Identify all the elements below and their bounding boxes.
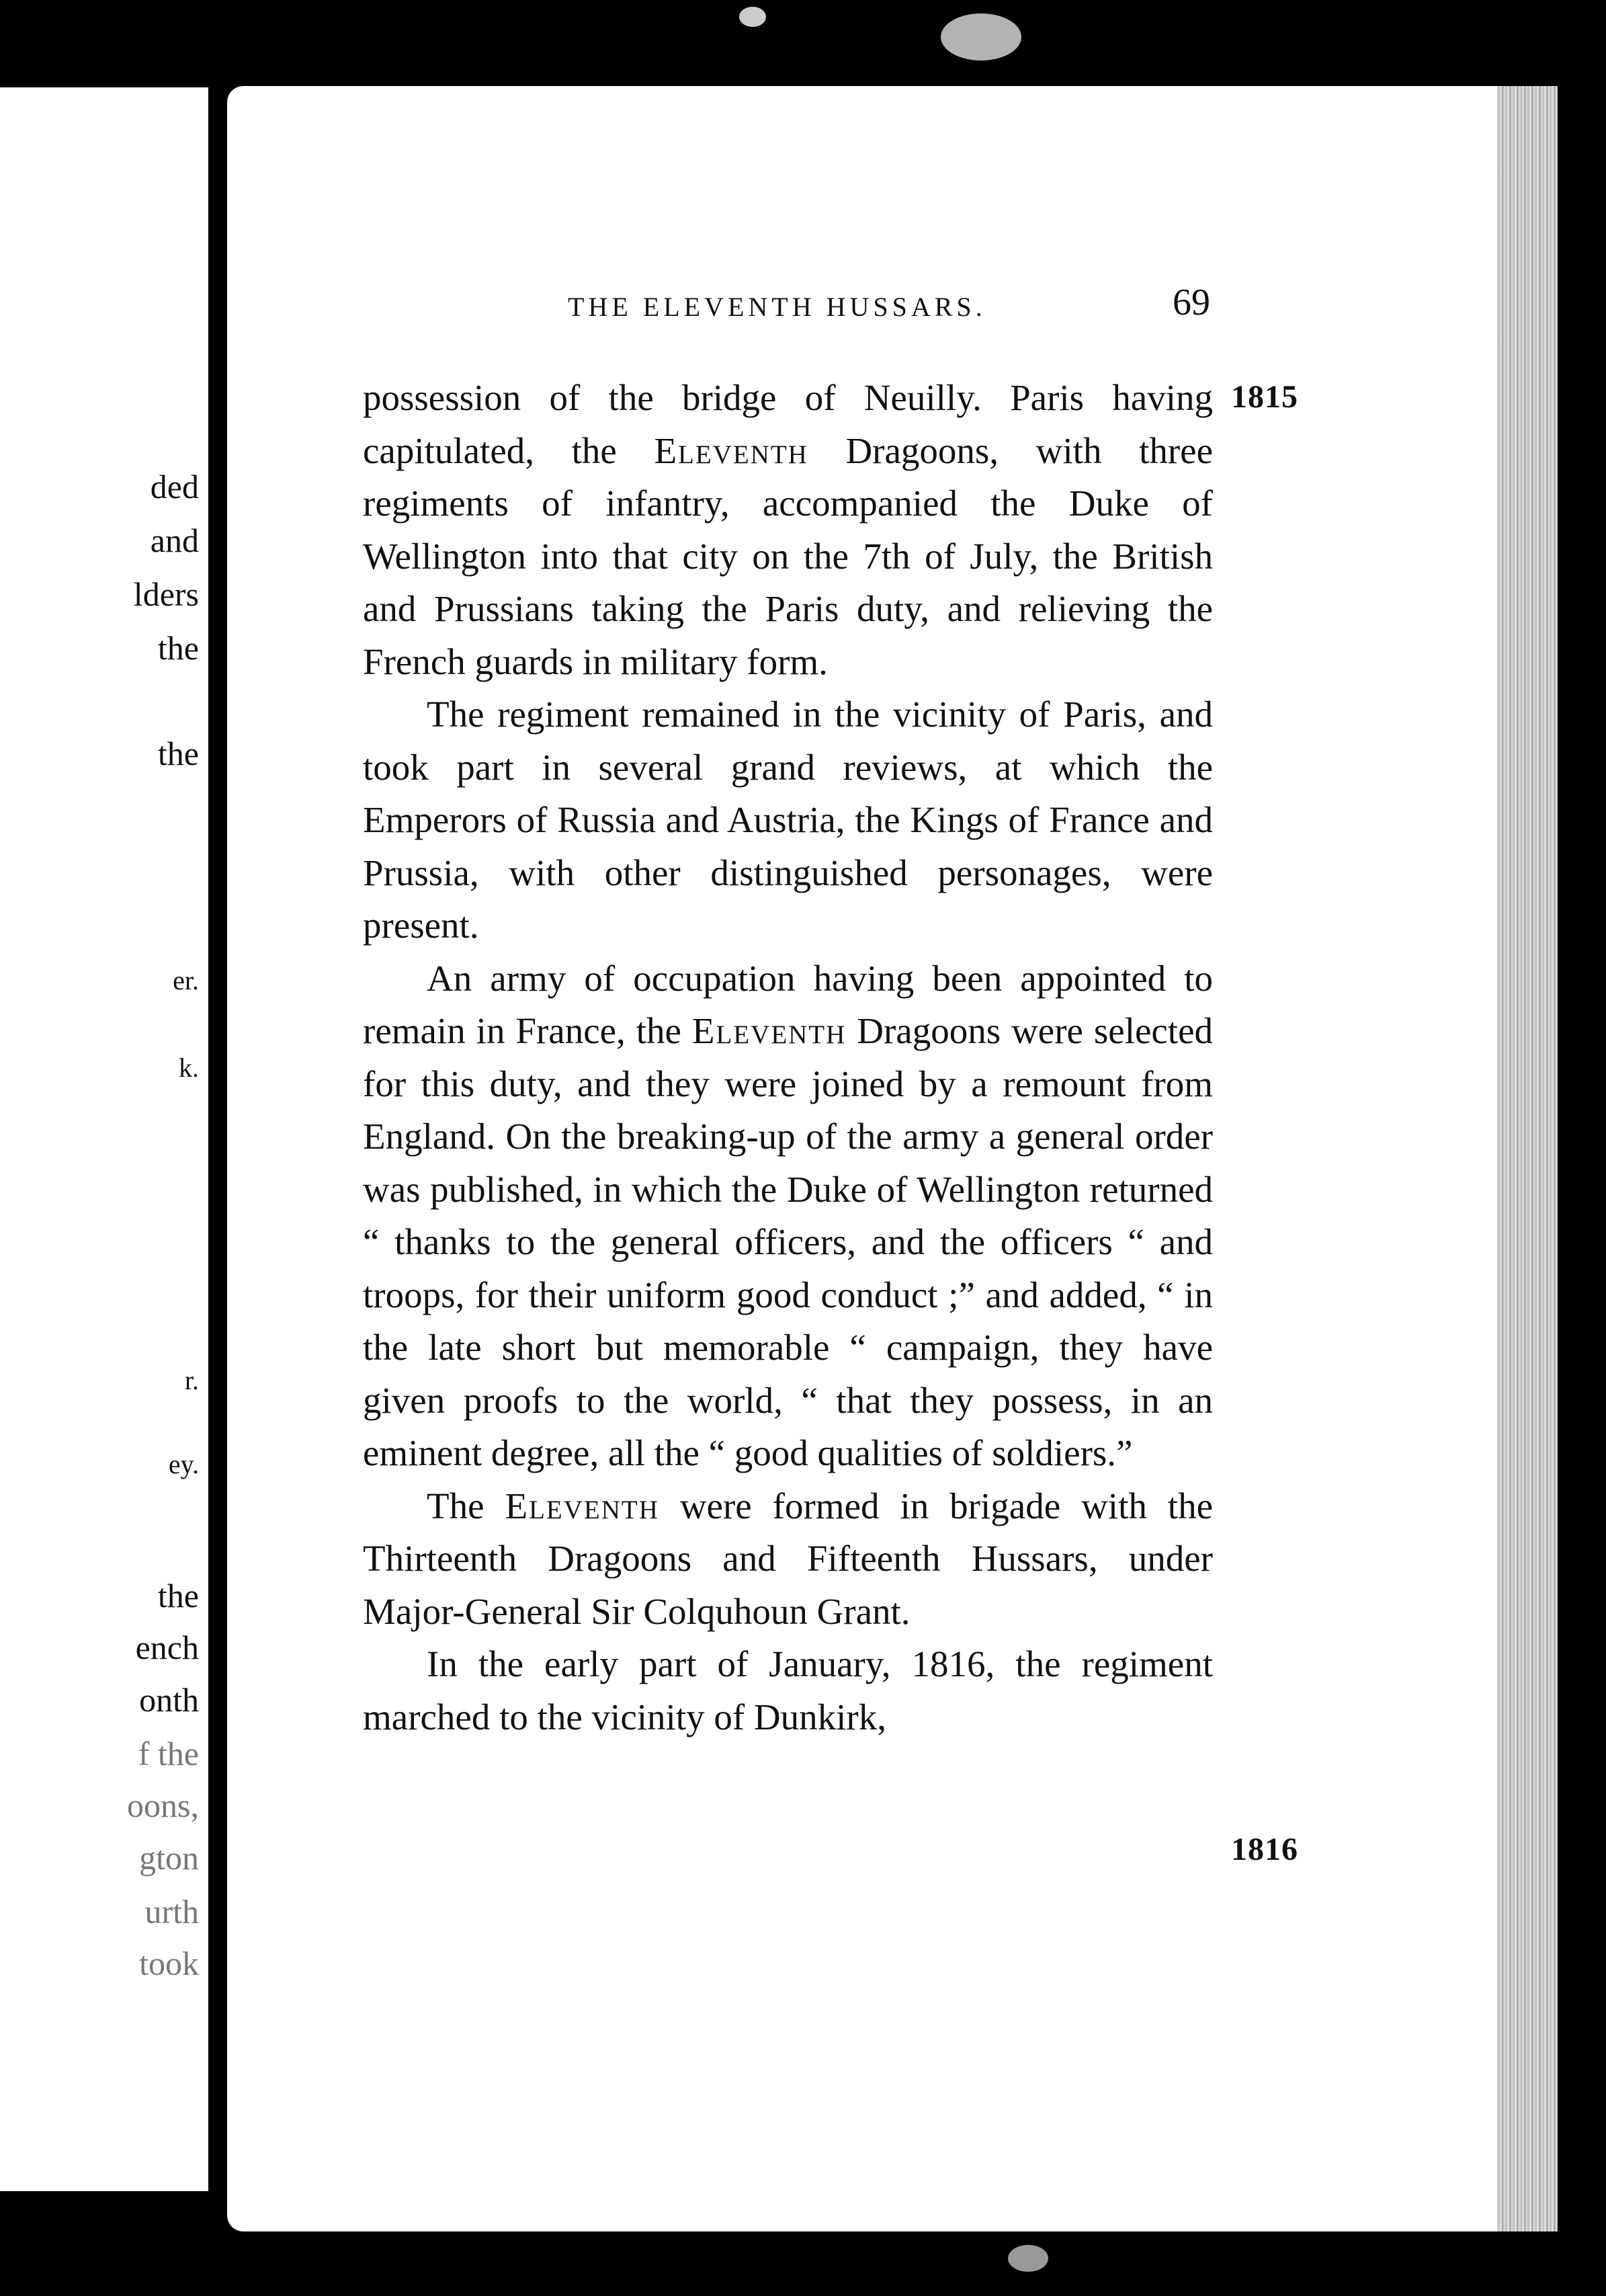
facing-page-fragment: ench [135,1629,199,1666]
paragraph-1: possession of the bridge of Neuilly. Paris having capitulated, the Eleventh Dragoons, with three regiments of infantry, accompanied the Duke of Wellington into that city on the 7th of July, the British and Prussians taking the Paris duty, and relieving the French guards in military form. [363,377,1213,682]
scan-artifact [941,13,1021,60]
facing-page-fragment: f the [138,1735,199,1772]
paragraph-5: In the early part of January, 1816, the regiment marched to the vicinity of Dunkirk, [363,1643,1213,1737]
facing-page [0,87,208,2191]
facing-page-fragment: took [139,1944,199,1982]
margin-year-1816: 1816 [1231,1832,1298,1867]
scan-artifact [739,7,766,27]
facing-page-fragment: gton [139,1839,199,1877]
paragraph-4: The Eleventh were formed in brigade with the Thirteenth Dragoons and Fifteenth Hussars, under Major-General Sir Colquhoun Grant. [363,1485,1214,1632]
facing-page-fragment: onth [139,1681,199,1719]
facing-page-fragment: ded [150,468,199,505]
facing-page-fragment: the [157,735,199,772]
facing-page-fragment: oons, [127,1787,199,1824]
body-text [363,372,1213,1744]
book-gutter [208,74,227,2245]
facing-page-fragment: the [157,629,199,667]
paragraph-2: The regiment remained in the vicinity of Paris, and took part in several grand reviews, at which the Emperors of Russia and Austria, the Kings of France and Prussia, with other distinguished personages, were present. [363,694,1213,946]
facing-page-fragment: and [150,522,199,559]
margin-year-1815: 1815 [1231,379,1298,415]
facing-page-fragment: ey. [168,1449,199,1479]
facing-page-fragment: urth [144,1893,199,1930]
facing-page-fragment: the [157,1577,199,1614]
paragraph-3: An army of occupation having been appointed to remain in France, the Eleventh Dragoons were selected for this duty, and they were joined by a remount from England. On the breaking-up of the army a general order was published, in which the Duke of Wellington returned “ thanks to the general officers, and the officers “ and troops, for their uniform good conduct ;” and added, “ in the late short but memorable “ campaign, they have given proofs to the world, “ that they possess, in an eminent degree, all the “ good qualities of soldiers.” [363,957,1213,1473]
running-title: THE ELEVENTH HUSSARS. [568,292,986,322]
page-edges [1497,86,1558,2231]
facing-page-fragment: k. [179,1053,199,1083]
scan-artifact [1008,2245,1048,2272]
facing-page-fragment: lders [133,575,199,613]
facing-page-fragment: er. [173,965,199,995]
page-number: 69 [1173,282,1210,323]
facing-page-fragment: r. [184,1365,199,1395]
